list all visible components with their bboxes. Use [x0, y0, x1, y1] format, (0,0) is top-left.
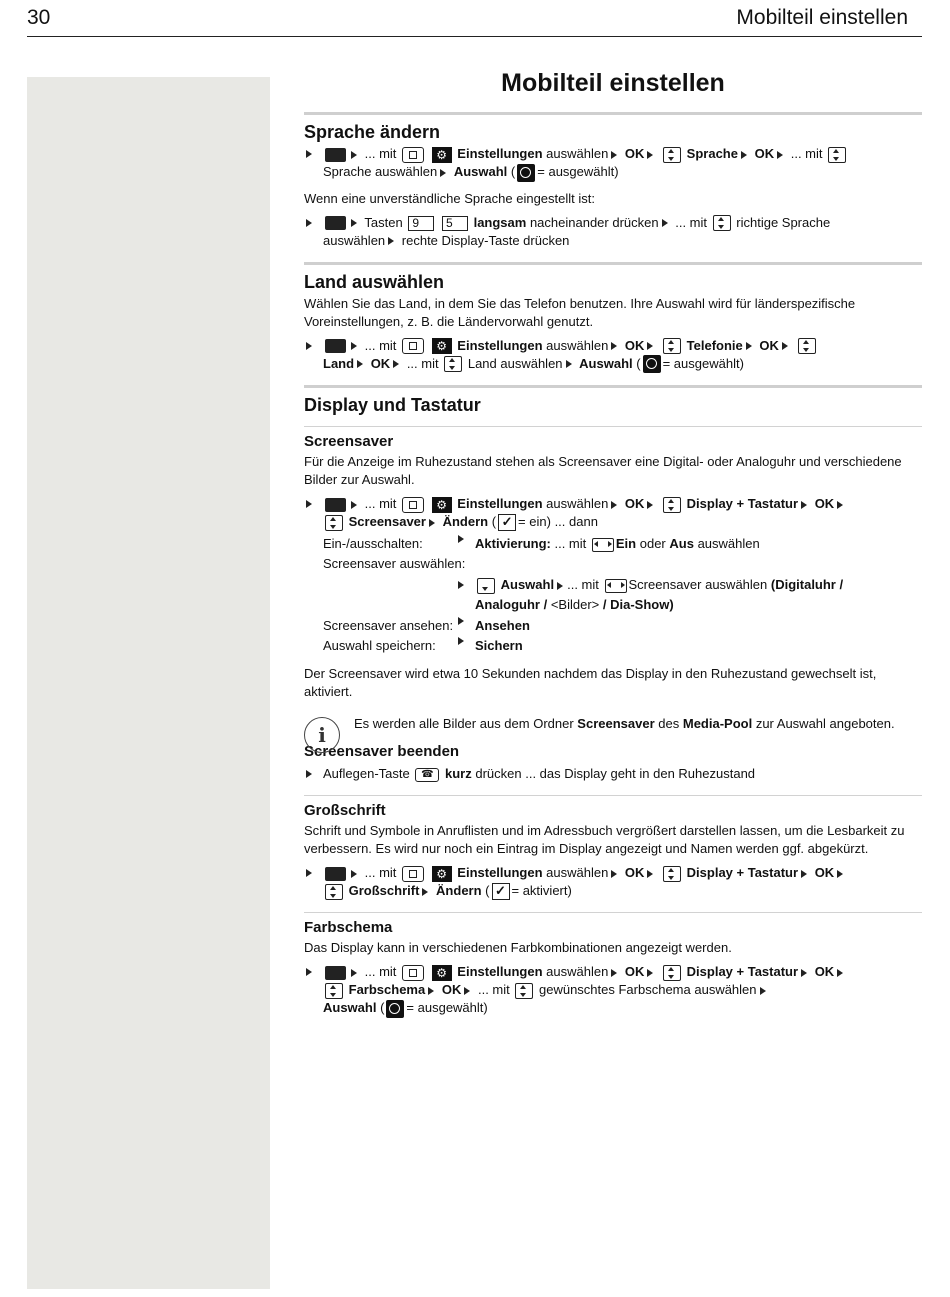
left-right-key-icon [605, 579, 627, 593]
radio-selected-icon [386, 1000, 404, 1018]
text: Tasten [364, 214, 403, 230]
instruction-step [304, 214, 922, 250]
paragraph: Wenn eine unverständliche Sprache eingestellt ist: [304, 190, 595, 206]
text: Analoguhr / [475, 597, 548, 613]
subsection-title: Farbschema [304, 919, 393, 937]
text: = aktiviert) [511, 883, 572, 899]
main-content [304, 60, 922, 1026]
text: Auswahl [500, 577, 555, 593]
page-header [27, 0, 922, 37]
text: ... mit [364, 496, 397, 512]
text: Einstellungen [457, 496, 543, 512]
option-label: Ein-/ausschalten: [323, 536, 423, 552]
up-down-key-icon [798, 338, 816, 354]
section-land [304, 262, 922, 374]
section-display [304, 385, 922, 1018]
option-action: Sichern [475, 638, 523, 654]
text: Land auswählen [467, 355, 563, 371]
settings-gear-icon: ⚙ [432, 147, 452, 163]
header-title: Mobilteil einstellen [736, 6, 908, 29]
settings-gear-icon: ⚙ [432, 866, 452, 882]
end-call-key-icon: ☎ [415, 768, 439, 782]
text: Auswahl [579, 355, 633, 371]
menu-key-icon [325, 966, 346, 980]
text: langsam [473, 214, 527, 230]
up-down-key-icon [515, 983, 533, 999]
text: Ändern [436, 883, 482, 899]
text: OK [754, 146, 775, 161]
settings-gear-icon: ⚙ [432, 965, 452, 981]
option-label: Screensaver ansehen: [323, 618, 454, 634]
text: auswählen [697, 536, 760, 552]
up-down-key-icon [713, 215, 731, 231]
up-down-key-icon [663, 338, 681, 354]
text: OK [814, 865, 835, 881]
menu-key-icon [325, 216, 346, 230]
page-title: Mobilteil einstellen [501, 69, 725, 97]
text: OK [441, 982, 462, 998]
text: rechte Display-Taste drücken [401, 232, 570, 248]
text: Ein [615, 536, 637, 552]
text: (Digitaluhr / [770, 577, 844, 593]
text: ... mit [364, 964, 397, 980]
text: ... mit [554, 536, 587, 552]
key-5-icon: 5 [442, 216, 468, 231]
checkbox-checked-icon: ✓ [498, 514, 516, 531]
up-down-key-icon [663, 497, 681, 513]
page-number: 30 [27, 6, 51, 29]
text: = ausgewählt) [537, 164, 619, 179]
option-table [323, 535, 922, 655]
instruction-step: ... mit ⚙ Einstellungen auswählen OK Display + Tastatur OK Farbschema OK ... mit gewünschtes Farbschema auswählen Auswahl ( = ausgewählt) [304, 963, 922, 1018]
instruction-step [304, 765, 922, 783]
subsection-screensaver [304, 426, 922, 783]
menu-key-icon [325, 498, 346, 512]
text: ... mit [477, 982, 510, 998]
text: = ein) [518, 514, 551, 530]
instruction-step: ... mit ⚙ Einstellungen auswählen OK Display + Tastatur OK Großschrift Ändern ( ✓ = aktiviert) [304, 864, 922, 900]
option-action [475, 575, 922, 615]
nav-key-icon [402, 147, 424, 163]
text: Einstellungen [457, 146, 543, 161]
subsection-farbschema [304, 912, 922, 1018]
text: gewünschtes Farbschema auswählen [539, 982, 757, 998]
down-key-icon [477, 578, 495, 594]
left-margin-panel [27, 77, 270, 1289]
subsection-title: Screensaver beenden [304, 743, 460, 761]
text: Display + Tastatur [686, 865, 799, 881]
up-down-key-icon [325, 983, 343, 999]
text: Land [323, 355, 355, 371]
text: zur Auswahl angeboten. [755, 716, 895, 732]
text: OK [814, 496, 835, 512]
text: Sprache [686, 146, 738, 161]
text: auswählen [546, 337, 609, 353]
text: OK [624, 337, 645, 353]
up-down-key-icon [663, 147, 681, 163]
text: Auswahl [453, 164, 508, 179]
text: auswählen [546, 865, 609, 881]
text: OK [624, 496, 645, 512]
instruction-step [304, 145, 922, 182]
text: Großschrift [348, 883, 420, 899]
paragraph: Für die Anzeige im Ruhezustand stehen als Screensaver eine Digital- oder Analoguhr und verschiedene Bilder zur Auswahl. [304, 454, 902, 488]
settings-gear-icon: ⚙ [432, 338, 452, 354]
menu-key-icon [325, 867, 346, 881]
up-down-key-icon [325, 515, 343, 531]
text: oder [639, 536, 666, 552]
section-title: Sprache ändern [304, 122, 441, 142]
text: Media-Pool [682, 716, 753, 732]
paragraph: Der Screensaver wird etwa 10 Sekunden nachdem das Display in den Ruhezustand gewechselt ist, aktiviert. [304, 666, 877, 700]
text: Display + Tastatur [686, 496, 799, 512]
text: auswählen [546, 496, 609, 512]
text: auswählen [546, 146, 609, 161]
text: OK [370, 355, 391, 371]
text: auswählen [323, 232, 386, 248]
text: Screensaver [577, 716, 655, 732]
nav-key-icon [402, 866, 424, 882]
up-down-key-icon [663, 866, 681, 882]
text: auswählen [546, 964, 609, 980]
text: ... das Display geht in den Ruhezustand [525, 766, 756, 782]
section-sprache [304, 112, 922, 250]
instruction-step: ... mit ⚙ Einstellungen auswählen OK Telefonie OK Land OK ... mit Land auswählen Auswahl ( = ausgewählt) [304, 337, 922, 374]
text: Auflegen-Taste [323, 766, 410, 782]
text: richtige Sprache [736, 214, 831, 230]
section-title: Land auswählen [304, 271, 445, 292]
text: ( [510, 164, 516, 179]
menu-key-icon [325, 148, 346, 162]
nav-key-icon [402, 338, 424, 354]
text: des [658, 716, 680, 732]
text: Display + Tastatur [686, 964, 799, 980]
subsection-title: Screensaver [304, 433, 394, 451]
text: ... mit [364, 337, 397, 353]
option-action [475, 535, 922, 553]
paragraph: Das Display kann in verschiedenen Farbkombinationen angezeigt werden. [304, 940, 732, 956]
text: Einstellungen [457, 964, 543, 980]
text: Sprache auswählen [323, 164, 438, 179]
nav-key-icon [402, 497, 424, 513]
text: Aus [669, 536, 694, 552]
option-label: Screensaver auswählen: [323, 556, 466, 572]
checkbox-checked-icon: ✓ [492, 883, 510, 900]
text: Aktivierung: [475, 536, 551, 552]
up-down-key-icon [444, 356, 462, 372]
subsection-title: Großschrift [304, 802, 386, 820]
info-icon: i [304, 717, 340, 753]
text: Screensaver [348, 514, 426, 530]
section-title: Display und Tastatur [304, 395, 481, 416]
text: Einstellungen [457, 337, 543, 353]
text: kurz [444, 766, 472, 782]
text: ... mit [364, 865, 397, 881]
text: ... mit [364, 146, 397, 161]
text: ... mit [406, 355, 439, 371]
text: drücken [475, 766, 522, 782]
text: OK [624, 865, 645, 881]
text: = ausgewählt) [662, 355, 744, 371]
radio-selected-icon [643, 355, 661, 373]
text: ... mit [790, 146, 823, 161]
nav-key-icon [402, 965, 424, 981]
text: OK [624, 964, 645, 980]
text: Telefonie [686, 337, 743, 353]
paragraph: Schrift und Symbole in Anruflisten und im Adressbuch vergrößert darstellen lassen, um die Lesbarkeit zu verbessern. Es wird nur noch ein Eintrag im Display angezeigt und Namen werden ggf. abgekürzt. [304, 823, 905, 857]
text: Ändern [442, 514, 489, 530]
paragraph: Wählen Sie das Land, in dem Sie das Telefon benutzen. Ihre Auswahl wird für länderspezifische Voreinstellungen, z. B. die Ländervorwahl genutzt. [304, 295, 856, 329]
text: nacheinander drücken [529, 214, 659, 230]
text: Es werden alle Bilder aus dem Ordner [354, 716, 574, 732]
text: OK [759, 337, 779, 353]
text: ... dann [554, 514, 598, 530]
text: = ausgewählt) [406, 1000, 488, 1016]
up-down-key-icon [828, 147, 846, 163]
text: <Bilder> [550, 597, 600, 613]
settings-gear-icon: ⚙ [432, 497, 452, 513]
text: ... mit [675, 214, 708, 230]
key-9-icon: 9 [408, 216, 434, 231]
up-down-key-icon [663, 965, 681, 981]
option-label: Auswahl speichern: [323, 638, 436, 654]
radio-selected-icon [517, 164, 535, 182]
text: ... mit [567, 577, 599, 593]
option-action: Ansehen [475, 618, 530, 634]
text: Einstellungen [457, 865, 543, 881]
text: Screensaver auswählen [628, 577, 768, 593]
text: OK [814, 964, 835, 980]
menu-key-icon [325, 339, 346, 353]
info-note [304, 715, 922, 748]
subsection-grossschrift [304, 795, 922, 900]
up-down-key-icon [325, 884, 343, 900]
text: / Dia-Show) [602, 597, 674, 613]
text: Farbschema [348, 982, 426, 998]
instruction-step: ... mit ⚙ Einstellungen auswählen OK Display + Tastatur OK Screensaver Ändern ( ✓ = ein) ... dann [304, 495, 922, 531]
text: Auswahl [323, 1000, 377, 1016]
text: OK [624, 146, 645, 161]
left-right-key-icon [592, 538, 614, 552]
